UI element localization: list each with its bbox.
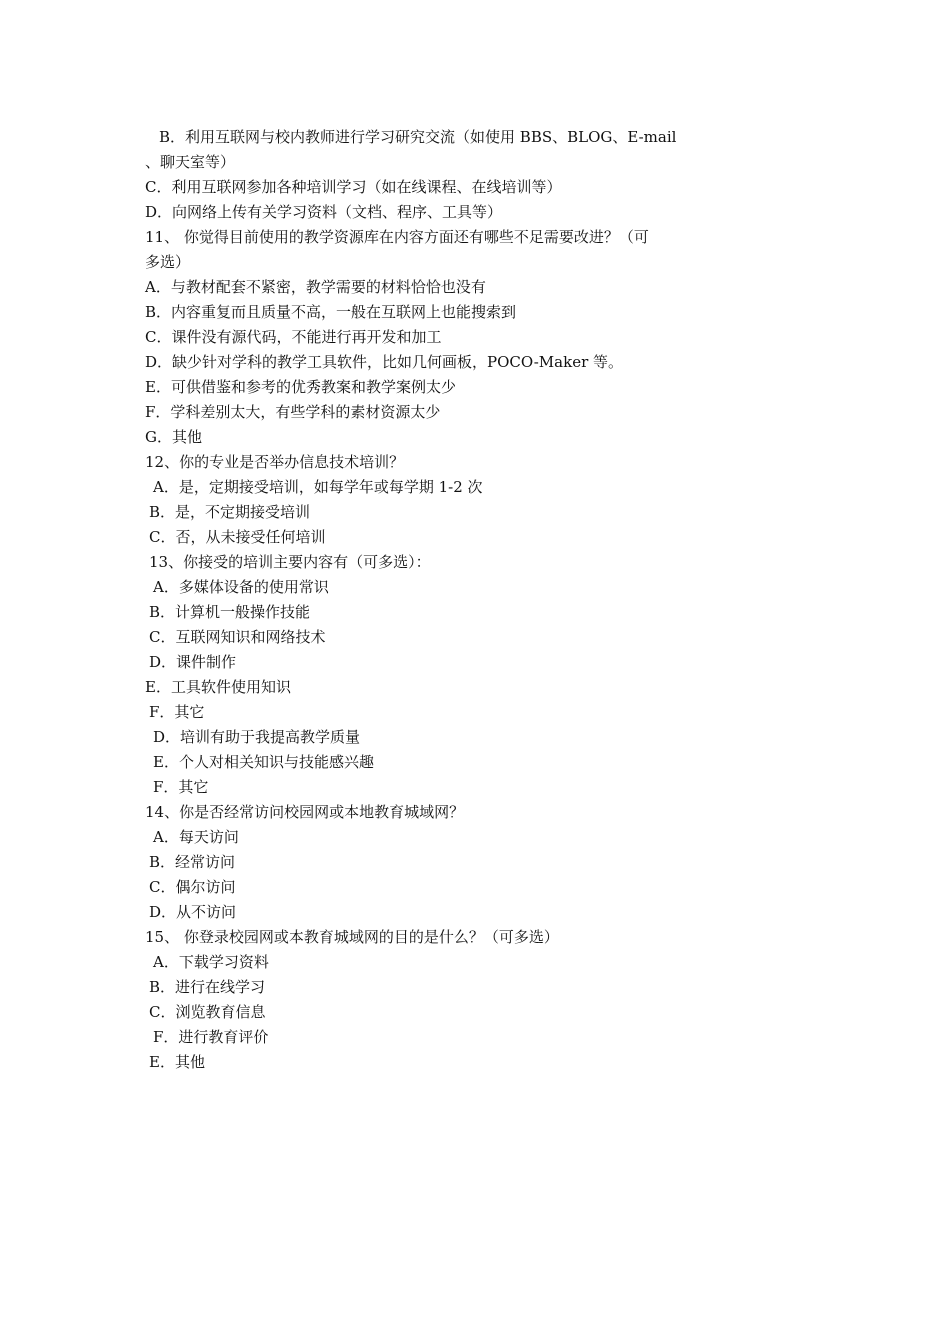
option-b-continuation: 、聊天室等） xyxy=(145,153,236,171)
question-14: 14、你是否经常访问校园网或本地教育城域网？ xyxy=(145,803,465,821)
q13-option-c: C．互联网知识和网络技术 xyxy=(149,628,326,646)
q12-option-a: A．是，定期接受培训，如每学年或每学期 1-2 次 xyxy=(153,478,483,496)
option-d-upload: D．向网络上传有关学习资料（文档、程序、工具等） xyxy=(145,203,503,221)
q11-option-e: E．可供借鉴和参考的优秀教案和教学案例太少 xyxy=(145,378,456,396)
q15-option-a: A．下载学习资料 xyxy=(153,953,269,971)
q11-option-b: B．内容重复而且质量不高，一般在互联网上也能搜索到 xyxy=(145,303,517,321)
q14-option-a: A．每天访问 xyxy=(153,828,239,846)
q13-option-f: F．其它 xyxy=(149,703,205,721)
q13-option-e: E．工具软件使用知识 xyxy=(145,678,291,696)
q15-option-b: B．进行在线学习 xyxy=(149,978,266,996)
q13-option-d: D．课件制作 xyxy=(149,653,237,671)
question-11-continuation: 多选） xyxy=(145,253,191,271)
q11-option-c: C．课件没有源代码，不能进行再开发和加工 xyxy=(145,328,442,346)
q11-option-a: A．与教材配套不紧密，教学需要的材料恰恰也没有 xyxy=(145,278,486,296)
q13-extra-option-f: F．其它 xyxy=(153,778,209,796)
option-b-internet-exchange: B．利用互联网与校内教师进行学习研究交流（如使用 BBS、BLOG、E-mail xyxy=(159,128,677,146)
q15-option-c: C．浏览教育信息 xyxy=(149,1003,266,1021)
q13-option-a: A．多媒体设备的使用常识 xyxy=(153,578,329,596)
q15-option-e: E．其他 xyxy=(149,1053,205,1071)
q14-option-c: C．偶尔访问 xyxy=(149,878,236,896)
option-c-training: C．利用互联网参加各种培训学习（如在线课程、在线培训等） xyxy=(145,178,562,196)
q13-option-b: B．计算机一般操作技能 xyxy=(149,603,311,621)
q11-option-d: D．缺少针对学科的教学工具软件，比如几何画板，POCO-Maker 等。 xyxy=(145,353,624,371)
q15-option-f: F．进行教育评价 xyxy=(153,1028,269,1046)
q14-option-b: B．经常访问 xyxy=(149,853,236,871)
q12-option-b: B．是，不定期接受培训 xyxy=(149,503,311,521)
question-12: 12、你的专业是否举办信息技术培训？ xyxy=(145,453,405,471)
q13-extra-option-e: E．个人对相关知识与技能感兴趣 xyxy=(153,753,374,771)
q12-option-c: C．否，从未接受任何培训 xyxy=(149,528,326,546)
q14-option-d: D．从不访问 xyxy=(149,903,237,921)
question-13: 13、你接受的培训主要内容有（可多选）： xyxy=(149,553,431,571)
q13-extra-option-d: D．培训有助于我提高教学质量 xyxy=(153,728,361,746)
q11-option-f: F．学科差别太大，有些学科的素材资源太少 xyxy=(145,403,441,421)
question-15: 15、 你登录校园网或本教育城域网的目的是什么？（可多选） xyxy=(145,928,559,946)
question-11: 11、 你觉得目前使用的教学资源库在内容方面还有哪些不足需要改进？（可 xyxy=(145,228,649,246)
q11-option-g: G．其他 xyxy=(145,428,202,446)
